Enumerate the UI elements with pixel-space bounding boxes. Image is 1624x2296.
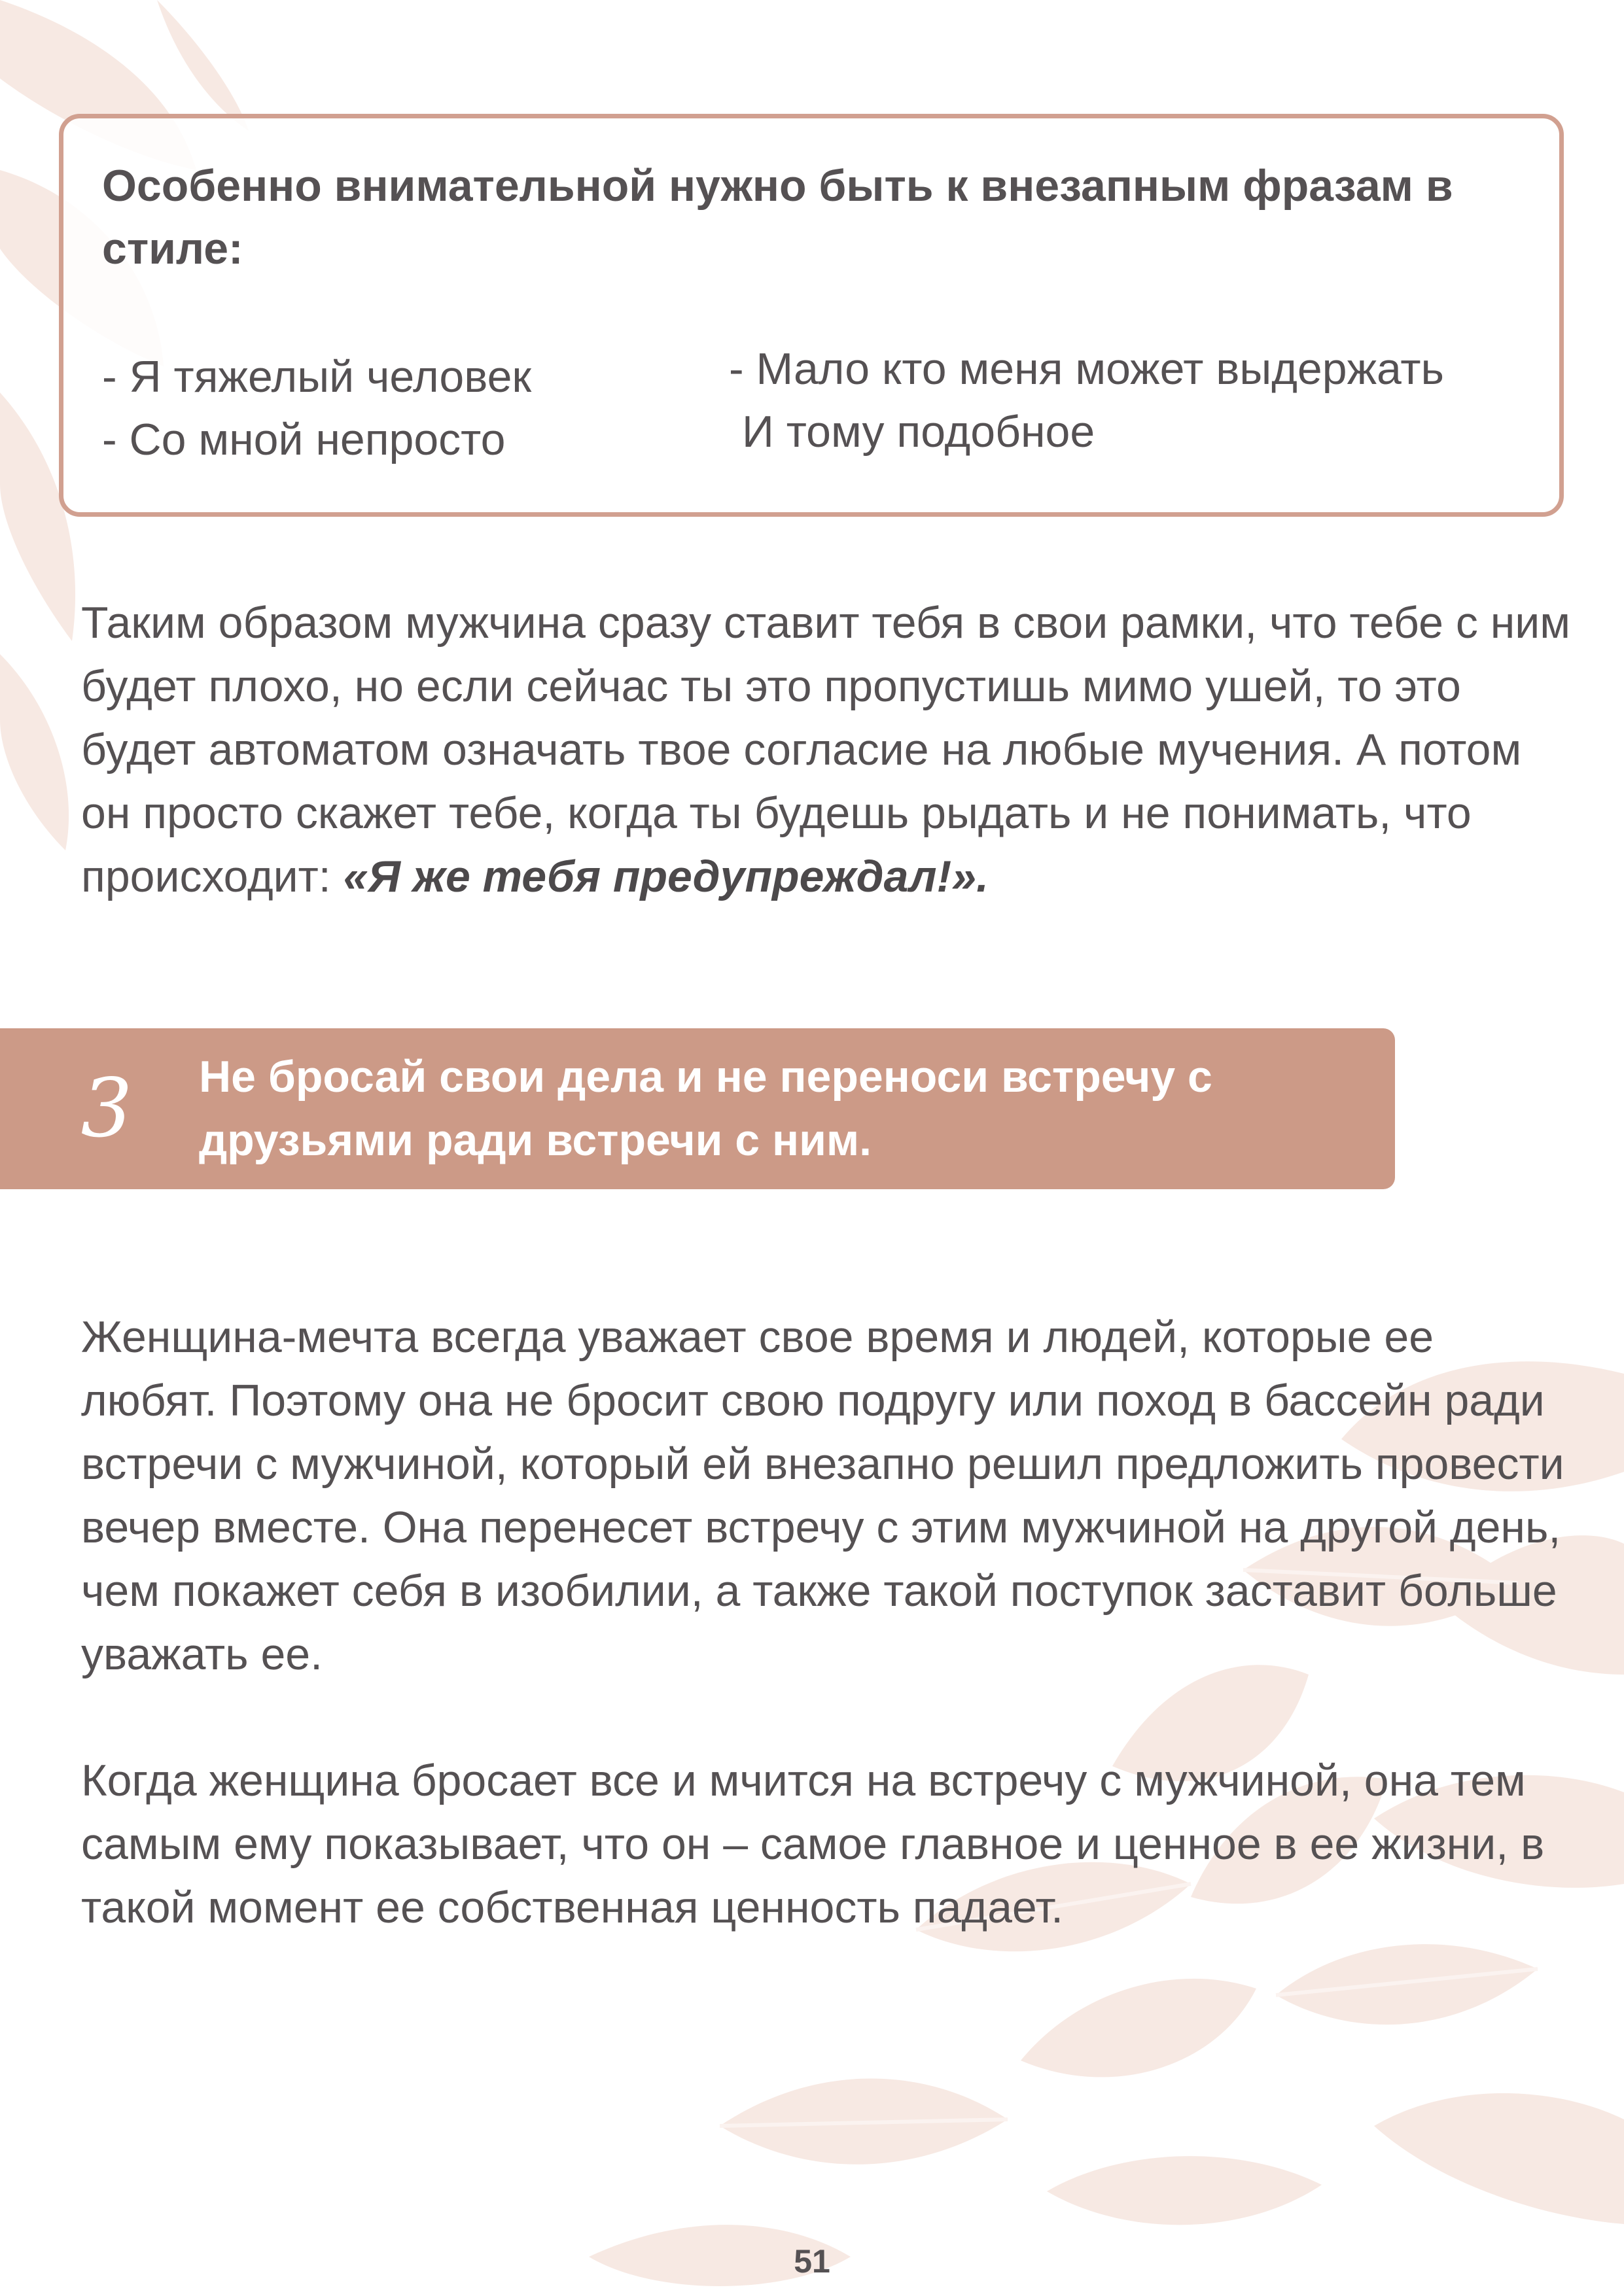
paragraph-text: Таким образом мужчина сразу ставит тебя в свои рамки, что тебе с ним будет плохо, но если сейчас ты это пропустишь мимо ушей, то это будет автоматом означать твое согласие на любые мучения. А потом он просто скажет тебе, когда ты будешь рыдать и не понимать, что происходит: [81,598,1571,901]
paragraph-consequence [81,591,1573,909]
section-number: 3 [80,1062,133,1156]
paragraph-dream-woman: Женщина-мечта всегда уважает свое время и людей, которые ее любят. Поэтому она не бросит свою подругу или поход в бассейн ради встречи с мужчиной, который ей внезапно решил предложить провести вечер вместе. Она перенесет встречу с этим мужчиной на другой день, чем покажет себя в изобилии, а также такой поступок заставит больше уважать ее. [81,1312,1564,1679]
paragraph-value-drop: Когда женщина бросает все и мчится на встречу с мужчиной, она тем самым ему показывает, что он – самое главное и ценное в ее жизни, в такой момент ее собственная ценность падает. [81,1756,1545,1932]
page-number: 51 [794,2243,830,2280]
phrase-item: - Я тяжелый человек [102,352,532,402]
phrase-item: И тому подобное [742,407,1095,457]
phrase-item: - Со мной непросто [102,415,506,464]
phrase-item: - Мало кто меня может выдержать [729,344,1444,394]
section-title: Не бросай свои дела и не переноси встречу с друзьями ради встречи с ним. [199,1052,1212,1165]
paragraph-emphasis-quote: «Я же тебя предупреждал!». [343,852,989,901]
quote-box-title: Особенно внимательной нужно быть к внезапным фразам в стиле: [102,161,1453,273]
